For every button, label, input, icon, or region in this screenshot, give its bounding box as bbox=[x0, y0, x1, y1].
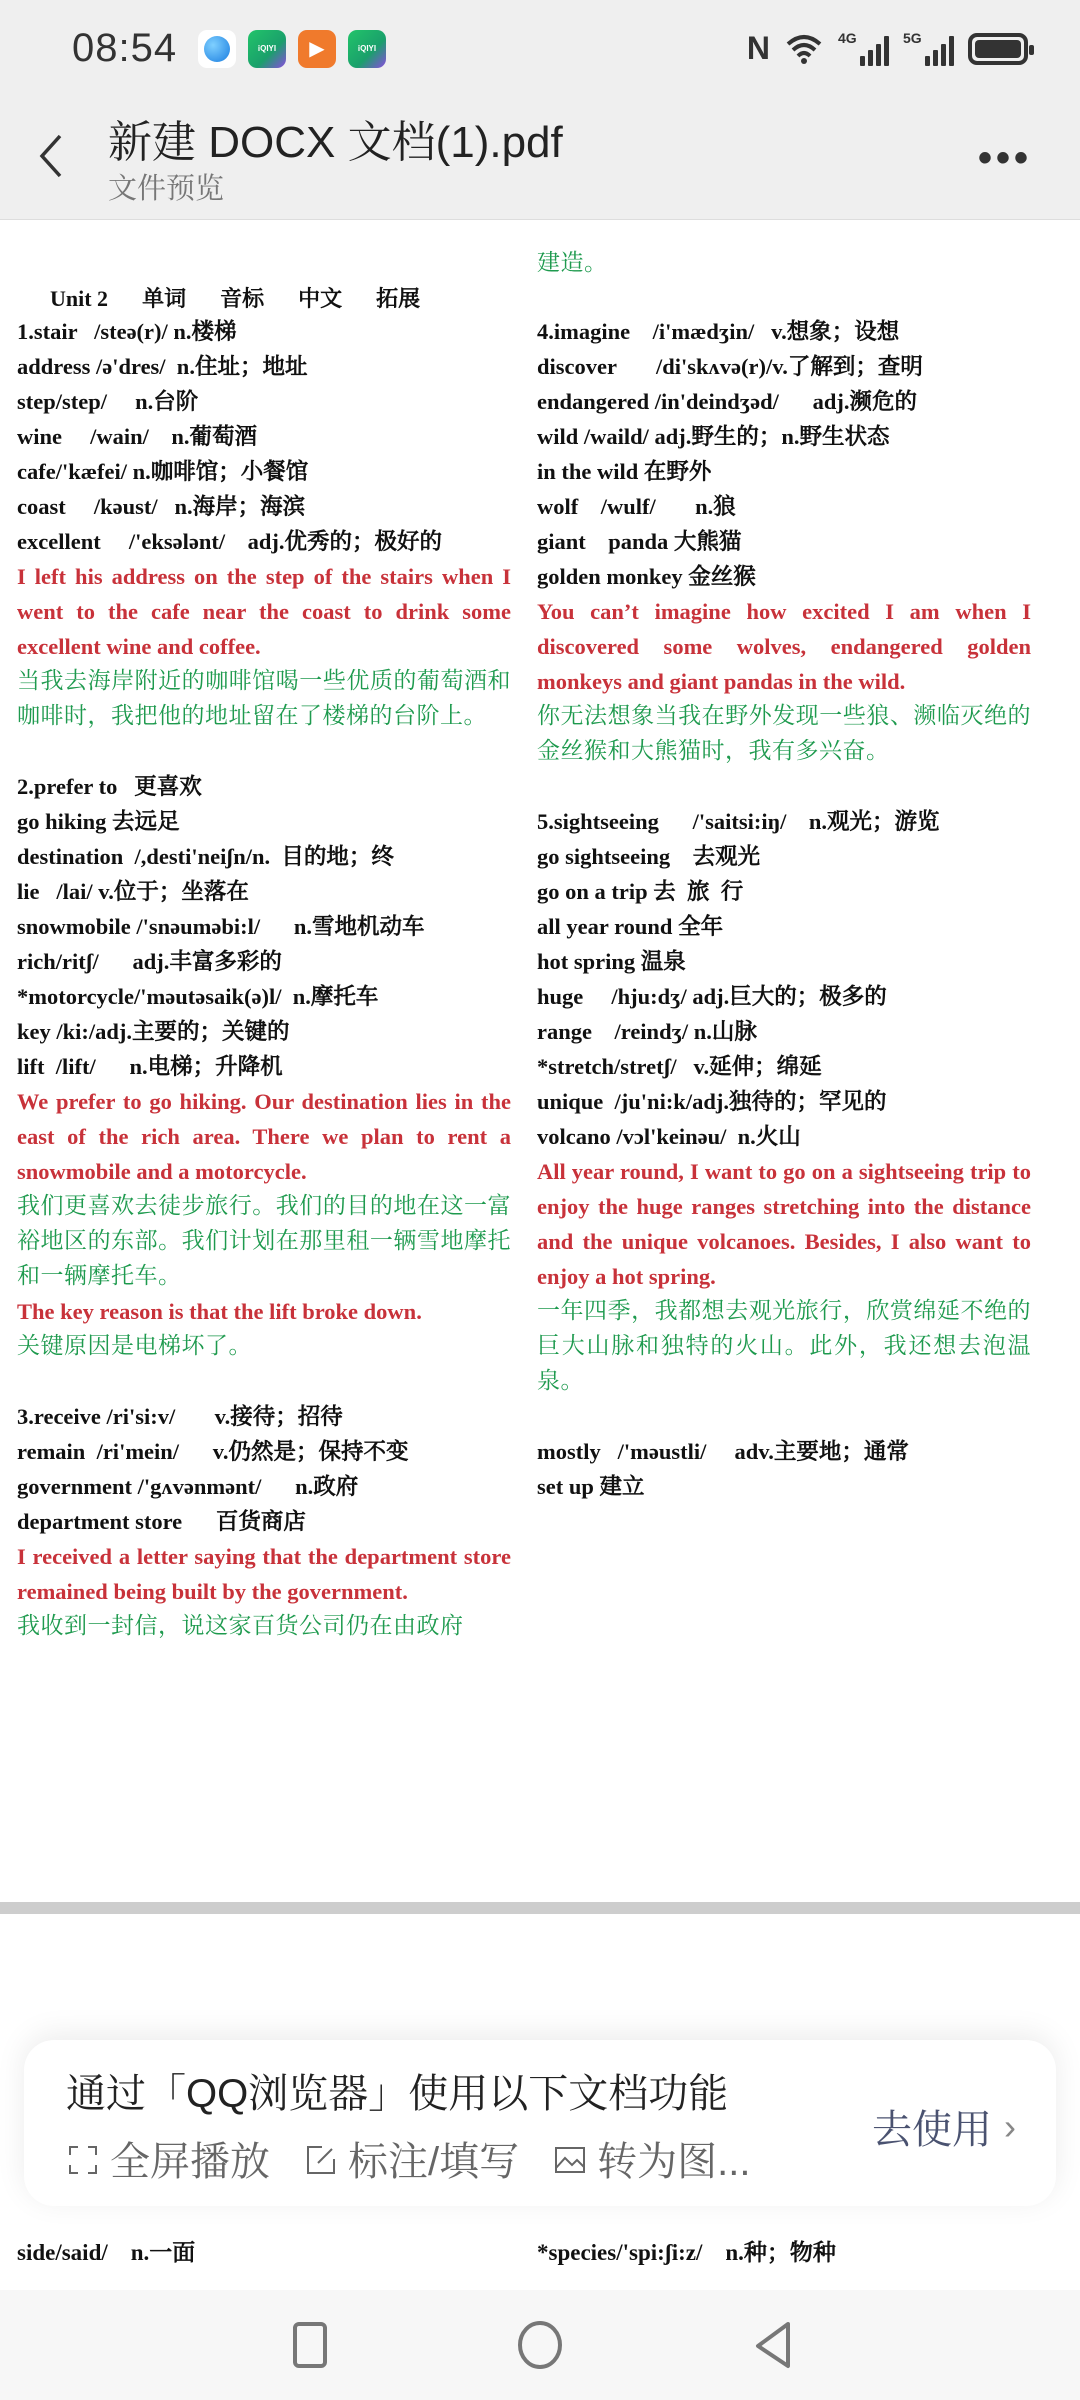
right-column bbox=[537, 220, 1031, 1504]
wifi-icon bbox=[784, 32, 824, 66]
vocab-line: *stretch/stretʃ/ v.延伸；绵延 bbox=[537, 1054, 822, 1079]
more-options-button[interactable]: ••• bbox=[977, 136, 1032, 180]
example-sentence-en: I received a letter saying that the department store remained being built by the government. bbox=[17, 1544, 511, 1604]
vocab-line: endangered /in'deindʒəd/ adj.濒危的 bbox=[537, 389, 917, 414]
vocab-line: in the wild 在野外 bbox=[537, 459, 712, 484]
example-sentence-en: We prefer to go hiking. Our destination lies in the east of the rich area. There we plan to rent a snowmobile and a motorcycle. bbox=[17, 1089, 511, 1184]
qq-browser-promo-banner[interactable] bbox=[24, 2040, 1056, 2206]
image-icon bbox=[553, 2142, 587, 2176]
iqiyi-icon: iQIYI bbox=[348, 30, 386, 68]
vocab-line: all year round 全年 bbox=[537, 914, 724, 939]
example-sentence-cn: 当我去海岸附近的咖啡馆喝一些优质的葡萄酒和咖啡时，我把他的地址留在了楼梯的台阶上。 bbox=[17, 668, 511, 729]
vocab-line: step/step/ n.台阶 bbox=[17, 389, 199, 414]
column-header: Unit 2 单词 音标 中文 拓展 bbox=[50, 286, 421, 311]
fullscreen-icon bbox=[66, 2142, 100, 2176]
document-subtitle: 文件预览 bbox=[108, 173, 225, 205]
back-button[interactable] bbox=[30, 128, 80, 188]
pdf-page[interactable] bbox=[0, 220, 1080, 1905]
app-header bbox=[0, 100, 1080, 220]
example-sentence-cn: 我们更喜欢去徒步旅行。我们的目的地在这一富裕地区的东部。我们计划在那里租一辆雪地摩托和一辆摩托车。 bbox=[17, 1193, 511, 1289]
vocab-line: hot spring 温泉 bbox=[537, 949, 686, 974]
example-sentence-cn: 我收到一封信，说这家百货公司仍在由政府 bbox=[17, 1613, 464, 1639]
vocab-line: mostly /'məustli/ adv.主要地；通常 bbox=[537, 1439, 909, 1464]
vocab-line: huge /hju:dʒ/ adj.巨大的；极多的 bbox=[537, 984, 887, 1009]
circle-icon bbox=[515, 2320, 565, 2370]
status-bar bbox=[0, 0, 1080, 100]
go-use-button[interactable]: 去使用 › bbox=[872, 2105, 1016, 2152]
vocab-line: 4.imagine /i'mædʒin/ v.想象；设想 bbox=[537, 319, 900, 344]
vocab-line: cafe/'kæfei/ n.咖啡馆；小餐馆 bbox=[17, 459, 309, 484]
vocab-line: wine /wain/ n.葡萄酒 bbox=[17, 424, 258, 449]
continuation-text: 建造。 bbox=[537, 250, 608, 276]
vocab-line: 3.receive /ri'si:v/ v.接待；招待 bbox=[17, 1404, 343, 1429]
home-button[interactable] bbox=[515, 2320, 565, 2370]
vocab-line: snowmobile /'snəuməbi:l/ n.雪地机动车 bbox=[17, 914, 425, 939]
left-column bbox=[17, 220, 511, 1644]
system-nav-bar bbox=[0, 2290, 1080, 2400]
vocab-line: range /reindʒ/ n.山脉 bbox=[537, 1019, 757, 1044]
vocab-line: rich/ritʃ/ adj.丰富多彩的 bbox=[17, 949, 282, 974]
vocab-line: 1.stair /steə(r)/ n.楼梯 bbox=[17, 319, 237, 344]
example-sentence-en: I left his address on the step of the stairs when I went to the cafe near the coast to drink some excellent wine and coffee. bbox=[17, 564, 511, 659]
banner-title: 通过「QQ浏览器」使用以下文档功能 bbox=[66, 2072, 729, 2116]
example-sentence-en: All year round, I want to go on a sightseeing trip to enjoy the huge ranges stretching into the distance and the unique volcanoes. Besides, I also want to enjoy a hot spring. bbox=[537, 1159, 1031, 1289]
chevron-left-icon bbox=[30, 128, 70, 184]
vocab-line: coast /kəust/ n.海岸；海滨 bbox=[17, 494, 306, 519]
status-time: 08:54 bbox=[72, 26, 178, 70]
vocab-line: giant panda 大熊猫 bbox=[537, 529, 742, 554]
vocab-line: go hiking 去远足 bbox=[17, 809, 180, 834]
page2-peek-right: *species/'spi:ʃi:z/ n.种；物种 bbox=[537, 2240, 836, 2265]
vocab-line: 5.sightseeing /'saitsi:iŋ/ n.观光；游览 bbox=[537, 809, 940, 834]
vocab-line: lie /lai/ v.位于；坐落在 bbox=[17, 879, 249, 904]
banner-features bbox=[66, 2130, 750, 2187]
vocab-line: unique /ju'ni:k/adj.独待的；罕见的 bbox=[537, 1089, 887, 1114]
example-sentence-en: You can’t imagine how excited I am when I discovered some wolves, endangered golden monkeys and giant pandas in the wild. bbox=[537, 599, 1031, 694]
vocab-line: remain /ri'mein/ v.仍然是；保持不变 bbox=[17, 1439, 409, 1464]
feature-fullscreen[interactable]: 全屏播放 bbox=[66, 2130, 270, 2187]
feature-convert-image[interactable]: 转为图... bbox=[553, 2130, 750, 2187]
vocab-line: key /ki:/adj.主要的；关键的 bbox=[17, 1019, 290, 1044]
chevron-right-icon: › bbox=[1004, 2105, 1016, 2147]
signal-5g-icon: 5G bbox=[903, 32, 954, 66]
signal-4g-icon: 4G bbox=[838, 32, 889, 66]
page-separator bbox=[0, 1902, 1080, 1914]
vocab-line: golden monkey 金丝猴 bbox=[537, 564, 756, 589]
vocab-line: address /ə'dres/ n.住址；地址 bbox=[17, 354, 308, 379]
vocab-line: 2.prefer to 更喜欢 bbox=[17, 774, 202, 799]
feature-annotate[interactable]: 标注/填写 bbox=[304, 2130, 519, 2187]
example-sentence-cn: 关键原因是电梯坏了。 bbox=[17, 1333, 252, 1359]
vocab-line: department store 百货商店 bbox=[17, 1509, 306, 1534]
edit-icon bbox=[304, 2142, 338, 2176]
example-sentence-en: The key reason is that the lift broke down. bbox=[17, 1299, 422, 1324]
vocab-line: go on a trip 去 旅 行 bbox=[537, 879, 744, 904]
triangle-back-icon bbox=[750, 2320, 800, 2370]
vocab-line: volcano /vɔl'keinəu/ n.火山 bbox=[537, 1124, 801, 1149]
vocab-line: wolf /wulf/ n.狼 bbox=[537, 494, 736, 519]
video-app-icon: ▶ bbox=[298, 30, 336, 68]
back-nav-button[interactable] bbox=[750, 2320, 800, 2370]
vocab-line: set up 建立 bbox=[537, 1474, 645, 1499]
notification-app-icons bbox=[198, 30, 386, 68]
vocab-line: excellent /'eksələnt/ adj.优秀的；极好的 bbox=[17, 529, 442, 554]
page2-peek-left: side/said/ n.一面 bbox=[17, 2240, 196, 2265]
document-title: 新建 DOCX 文档(1).pdf bbox=[108, 118, 563, 167]
square-icon bbox=[285, 2320, 335, 2370]
vocab-line: lift /lift/ n.电梯；升降机 bbox=[17, 1054, 283, 1079]
browser-icon bbox=[198, 30, 236, 68]
vocab-line: wild /waild/ adj.野生的；n.野生状态 bbox=[537, 424, 890, 449]
vocab-line: discover /di'skʌvə(r)/v.了解到；查明 bbox=[537, 354, 923, 379]
nfc-icon: N bbox=[746, 30, 770, 66]
example-sentence-cn: 你无法想象当我在野外发现一些狼、濒临灭绝的金丝猴和大熊猫时，我有多兴奋。 bbox=[537, 703, 1031, 764]
recent-apps-button[interactable] bbox=[285, 2320, 335, 2370]
vocab-line: go sightseeing 去观光 bbox=[537, 844, 761, 869]
vocab-line: destination /,desti'neiʃn/n. 目的地；终 bbox=[17, 844, 394, 869]
status-indicators bbox=[747, 30, 1028, 67]
example-sentence-cn: 一年四季，我都想去观光旅行，欣赏绵延不绝的巨大山脉和独特的火山。此外，我还想去泡温泉。 bbox=[537, 1298, 1031, 1394]
vocab-line: government /'gʌvənmənt/ n.政府 bbox=[17, 1474, 359, 1499]
battery-icon bbox=[968, 33, 1028, 65]
vocab-line: *motorcycle/'məutəsaik(ə)l/ n.摩托车 bbox=[17, 984, 379, 1009]
iqiyi-icon: iQIYI bbox=[248, 30, 286, 68]
